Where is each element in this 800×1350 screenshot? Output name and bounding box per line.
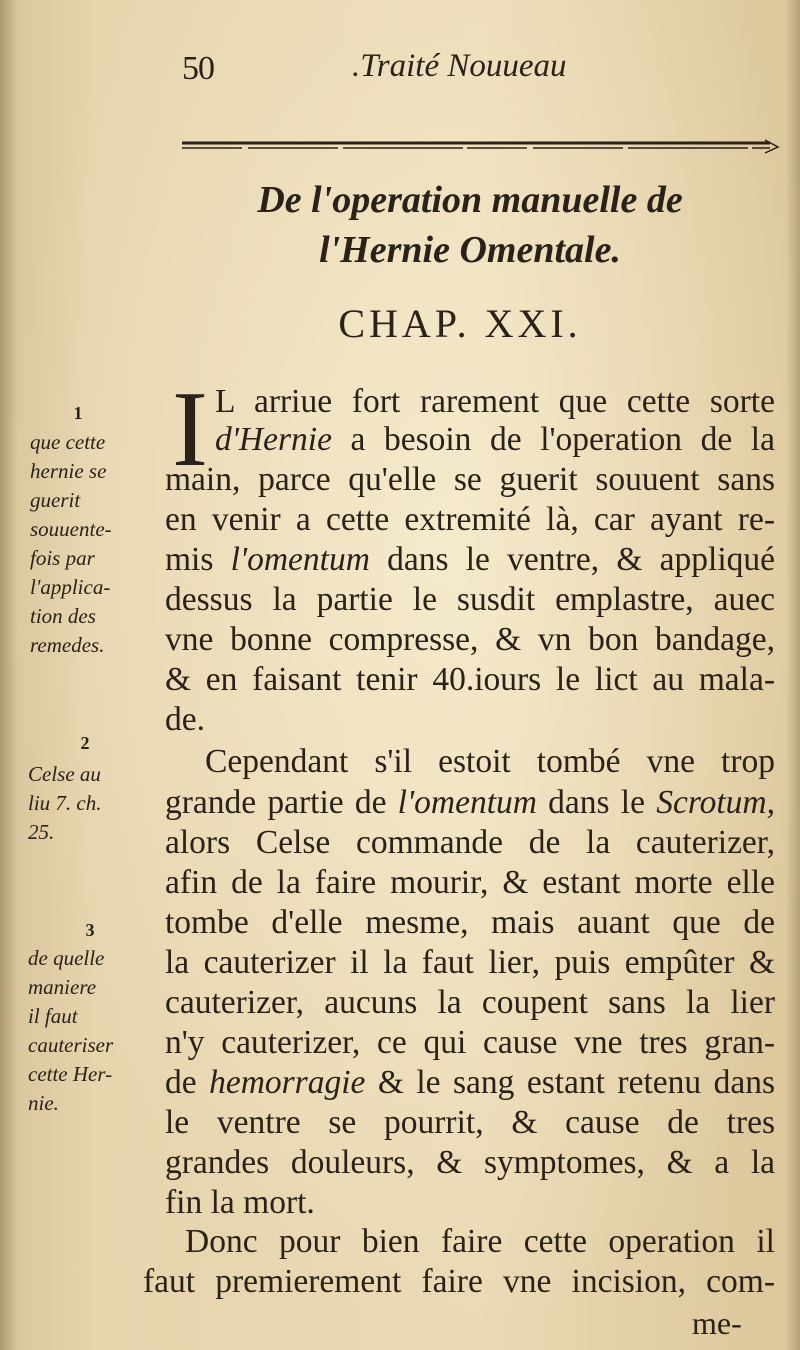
section-heading: [200, 175, 740, 275]
italic-term: l'omentum: [397, 784, 537, 821]
body-line: faut premierement faire vne incision, com-: [143, 1263, 775, 1300]
body-line: Cependant s'il estoit tombé vne trop: [205, 743, 775, 780]
margin-note-line: liu 7. ch.: [28, 791, 102, 815]
chapter-title: CHAP. XXI.: [338, 301, 582, 346]
margin-note-line: nie.: [28, 1091, 59, 1115]
body-line: la cauterizer il la faut lier, puis empûter &: [165, 944, 775, 981]
catchword: me-: [692, 1305, 742, 1341]
italic-term: d'Hernie: [215, 421, 332, 458]
page-number: 50: [182, 50, 214, 87]
margin-note-line: Celse au: [28, 762, 101, 786]
margin-note-number: 1: [73, 403, 83, 423]
margin-note-line: cette Her-: [28, 1062, 113, 1086]
margin-note-line: maniere: [28, 975, 97, 999]
body-line: dessus la partie le susdit emplastre, auec: [165, 581, 775, 618]
body-line: de.: [165, 701, 205, 738]
margin-note-line: cauteriser: [28, 1033, 114, 1057]
margin-note-line: guerit: [30, 488, 81, 512]
margin-note-line: tion des: [30, 604, 96, 628]
body-line: de hemorragie & le sang estant retenu dans: [165, 1064, 775, 1101]
body-line: fin la mort.: [165, 1184, 315, 1221]
body-line: L arriue fort rarement que cette sorte: [215, 383, 775, 420]
gutter-shadow: [0, 0, 18, 1350]
margin-note-line: remedes.: [30, 633, 105, 657]
body-line: grandes douleurs, & symptomes, & a la: [165, 1144, 775, 1181]
running-head: [0, 42, 800, 92]
drop-cap: I: [172, 370, 208, 489]
italic-term: l'omentum: [230, 541, 370, 578]
margin-note-number: 2: [80, 733, 90, 753]
body-line: d'Hernie a besoin de l'operation de la: [215, 421, 775, 458]
body-line: main, parce qu'elle se guerit souuent sans: [165, 461, 775, 498]
body-line: cauterizer, aucuns la coupent sans la lier: [165, 984, 775, 1021]
body-line: & en faisant tenir 40.iours le lict au mala-: [165, 661, 775, 698]
body-line: en venir a cette extremité là, car ayant re-: [165, 501, 775, 538]
margin-note-line: souuente-: [30, 517, 112, 541]
body-line: vne bonne compresse, & vn bon bandage,: [165, 621, 775, 658]
running-title: .Traité Nouueau: [352, 48, 567, 84]
margin-note-line: que cette: [30, 430, 106, 454]
decorative-rule: [180, 135, 780, 159]
italic-term: Scrotum,: [656, 784, 775, 821]
italic-term: hemorragie: [209, 1064, 366, 1101]
margin-note-line: il faut: [28, 1004, 78, 1028]
margin-note-number: 3: [85, 920, 95, 940]
heading-line-2: l'Hernie Omentale.: [319, 229, 621, 271]
margin-note-line: l'applica-: [30, 575, 111, 599]
body-line: afin de la faire mourir, & estant morte elle: [165, 864, 775, 901]
body-line: Donc pour bien faire cette operation il: [185, 1223, 775, 1260]
body-line: n'y cauterizer, ce qui cause vne tres gran-: [165, 1024, 775, 1061]
body-line: tombe d'elle mesme, mais auant que de: [165, 904, 775, 941]
body-line: le ventre se pourrit, & cause de tres: [165, 1104, 775, 1141]
body-line: mis l'omentum dans le ventre, & appliqué: [165, 541, 775, 578]
margin-note-line: de quelle: [28, 946, 105, 970]
body-line: alors Celse commande de la cauterizer,: [165, 824, 775, 861]
margin-note-line: 25.: [28, 820, 55, 844]
margin-note-line: fois par: [30, 546, 95, 570]
margin-note-line: hernie se: [30, 459, 107, 483]
heading-line-1: De l'operation manuelle de: [257, 179, 683, 221]
body-line: grande partie de l'omentum dans le Scrotum,: [165, 784, 775, 821]
page-edge-shadow: [786, 0, 800, 1350]
